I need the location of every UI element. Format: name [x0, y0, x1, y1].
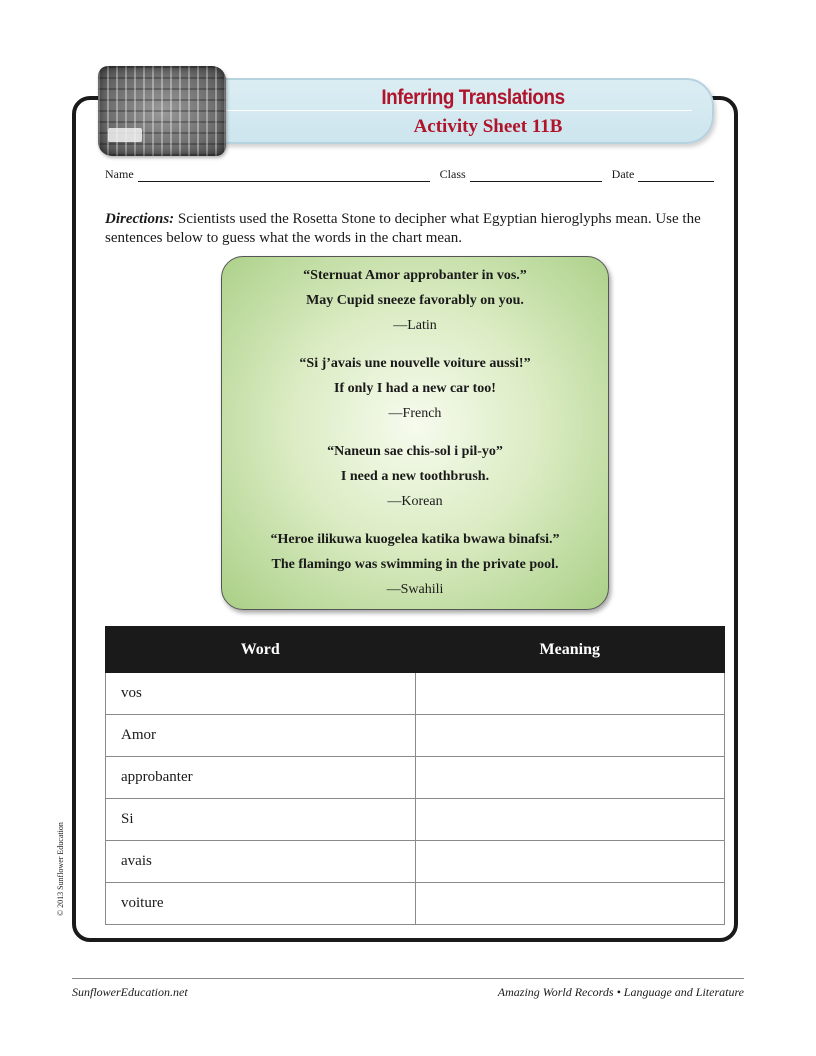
clay-tablet-image: [98, 66, 226, 156]
title-divider: [210, 110, 692, 111]
copyright-notice: © 2013 Sunflower Education: [56, 822, 65, 916]
title-banner: [178, 78, 714, 144]
directions-text: Scientists used the Rosetta Stone to decipher what Egyptian hieroglyphs mean. Use the sentences below to guess what the words in the chart mean.: [105, 211, 701, 246]
directions-paragraph: [105, 210, 725, 248]
worksheet-title: Inferring Translations: [381, 86, 565, 109]
quote-translation: The flamingo was swimming in the private pool.: [271, 557, 559, 572]
word-cell: Si: [106, 799, 416, 841]
quote-language: —Latin: [393, 318, 437, 333]
quote-language: —Korean: [387, 494, 443, 509]
word-cell: avais: [106, 841, 416, 883]
meaning-cell[interactable]: [415, 757, 725, 799]
word-cell: Amor: [106, 715, 416, 757]
quote-language: —French: [388, 406, 442, 421]
date-field[interactable]: [638, 169, 714, 182]
quote-original: “Si j’avais une nouvelle voiture aussi!”: [299, 356, 531, 371]
quote-group-french: [222, 351, 608, 426]
meaning-cell[interactable]: [415, 715, 725, 757]
class-label: Class: [439, 167, 466, 181]
footer-website: SunflowerEducation.net: [72, 985, 188, 999]
table-row: [106, 673, 725, 715]
quote-translation: May Cupid sneeze favorably on you.: [306, 293, 524, 308]
tablet-label-patch: [108, 128, 142, 142]
quote-group-korean: [222, 439, 608, 514]
quote-language: —Swahili: [386, 582, 444, 597]
quote-group-swahili: [222, 527, 608, 602]
class-field[interactable]: [470, 169, 602, 182]
table-row: [106, 883, 725, 925]
quote-translation: If only I had a new car too!: [334, 381, 496, 396]
table-row: [106, 715, 725, 757]
meaning-cell[interactable]: [415, 841, 725, 883]
quote-translation: I need a new toothbrush.: [340, 469, 490, 484]
column-header-word: Word: [106, 627, 416, 673]
word-cell: voiture: [106, 883, 416, 925]
footer-book-title: Amazing World Records • Language and Literature: [497, 985, 744, 999]
meaning-cell[interactable]: [415, 883, 725, 925]
quote-group-latin: [222, 263, 608, 338]
table-row: [106, 757, 725, 799]
table-row: [106, 799, 725, 841]
name-label: Name: [105, 167, 134, 181]
directions-lead: Directions:: [105, 211, 175, 227]
quote-original: “Naneun sae chis-sol i pil-yo”: [327, 444, 503, 459]
footer-divider: [72, 978, 744, 979]
meaning-cell[interactable]: [415, 673, 725, 715]
worksheet-subtitle: Activity Sheet 11B: [413, 116, 563, 137]
translation-examples-box: [221, 256, 609, 610]
word-cell: vos: [106, 673, 416, 715]
table-row: [106, 841, 725, 883]
word-meaning-table: [105, 626, 725, 925]
student-info-line: [105, 166, 725, 182]
name-field[interactable]: [138, 169, 430, 182]
column-header-meaning: Meaning: [415, 627, 725, 673]
table-header-row: [106, 627, 725, 673]
quote-original: “Heroe ilikuwa kuogelea katika bwawa binafsi.”: [270, 532, 560, 547]
date-label: Date: [611, 167, 635, 181]
quote-original: “Sternuat Amor approbanter in vos.”: [303, 268, 527, 283]
word-cell: approbanter: [106, 757, 416, 799]
meaning-cell[interactable]: [415, 799, 725, 841]
